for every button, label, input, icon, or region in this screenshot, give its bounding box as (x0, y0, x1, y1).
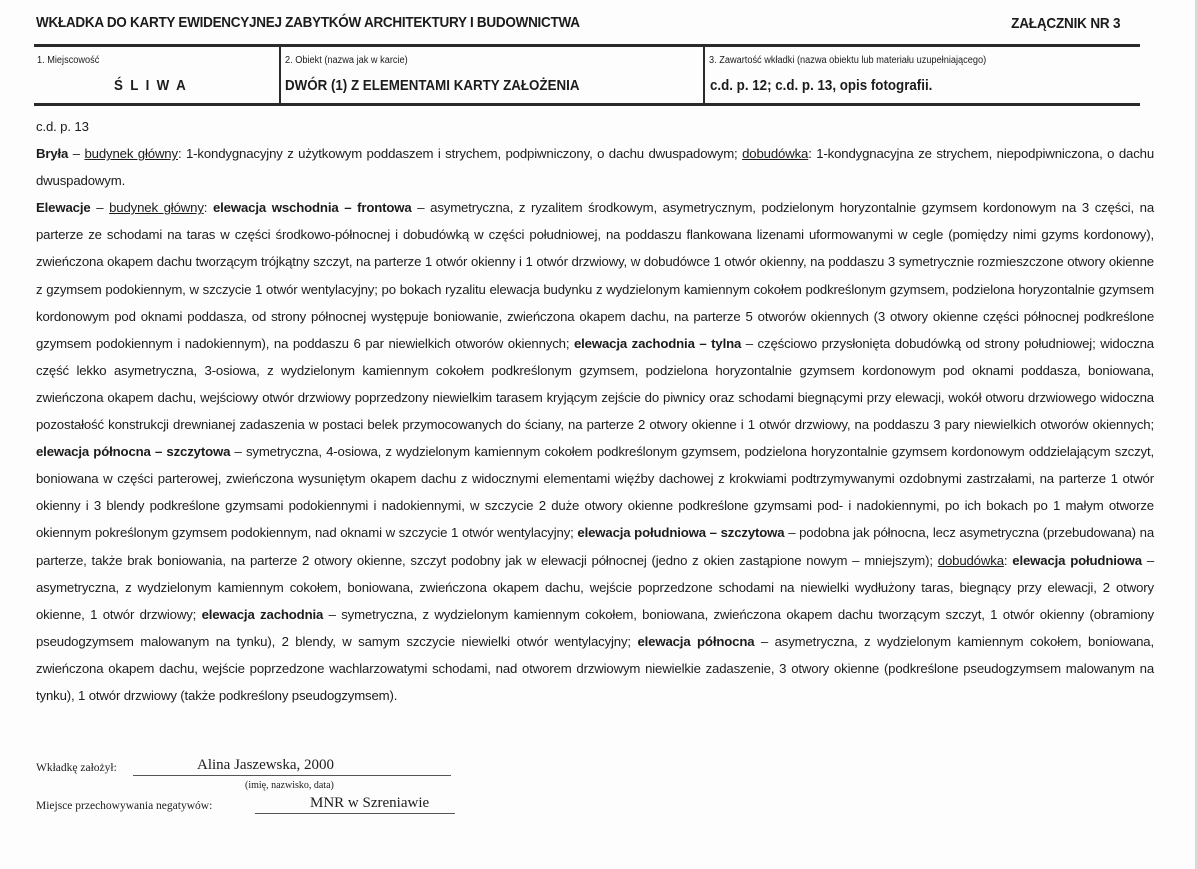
elevations-paragraph (36, 194, 1154, 709)
storage-value: MNR w Szreniawie (310, 795, 430, 811)
text-run: – symetryczna, 4-osiowa, z wydzielonym kamiennym cokołem podkreślonym gzymsem, podzielona horyzontalnie gzymsem kordonowym oddzielającym szczyt, boniowana w części parterowej, zwieńczona wysuniętym okapem dachu z widocznymi elementami więźby dachowej z krokwiami podtrzymywanymi ozdobnymi zastrzałami, na parterze 1 otwór okienny i 3 blendy podkreślone gzymsami podokiennymi i nadokiennymi, w szczycie 2 duże otwory okienne podkreślone gzymsami pod- i nadokiennymi, po ich bokach po 1 małym otworze okiennym pokreślonym gzymsem podokiennym, nad oknami w szczycie 1 otwór wentylacyjny; (36, 444, 1154, 541)
description-body (36, 113, 1154, 709)
author-field-hint: (imię, nazwisko, data) (245, 780, 334, 791)
underlined-term: dobudówka (937, 552, 1004, 568)
bold-term: elewacja wschodnia – frontowa (212, 200, 412, 216)
storage-label: Miejsce przechowywania negatywów: (36, 800, 213, 812)
header-rule-top (34, 44, 1140, 47)
field-divider-2 (703, 47, 705, 103)
text-run: – asymetryczna, z wydzielonym kamiennym cokołem, boniowana, zwieńczona okapem dachu, wejście poprzedzone wachlarzowatymi schodami, nad otworem drzwiowym niewielkie zadaszenie, 3 otwory okienne (podkreślone pseudogzymsem malowanym na tynku), 1 otwór drzwiowy (także podkreślony pseudogzymsem). (36, 633, 1155, 703)
section-reference: c.d. p. 13 (36, 119, 89, 134)
text-run: – (90, 200, 110, 216)
text-run: – asymetryczna, z wydzielonym kamiennym cokołem, boniowana, zwieńczona okapem dachu, wejście poprzedzone schodami na niewielki wydłużony taras, biegnący przy elewacji, 2 otwory okienne, 1 otwór drzwiowy; (36, 552, 1155, 622)
underlined-term: dobudówka (742, 146, 809, 162)
bold-term: Elewacje (36, 200, 91, 216)
document-title: WKŁADKA DO KARTY EWIDENCYJNEJ ZABYTKÓW ARCHITEKTURY I BUDOWNICTWA (36, 14, 580, 31)
bold-term: Bryła (36, 146, 69, 162)
storage-signature-line (255, 813, 455, 814)
bold-term: elewacja zachodnia (201, 606, 324, 622)
author-value: Alina Jaszewska, 2000 (197, 757, 335, 773)
text-run: – symetryczna, z wydzielonym kamiennym cokołem, boniowana, zwieńczona okapem dachu tworzącym szczyt, 1 otwór okienny (obramiony pseudogzymsem malowanym na tynku), 2 blendy, w samym szczycie niewielki otwór wentylacyjny; (36, 606, 1155, 649)
locality-value: Ś L I W A (114, 78, 188, 94)
author-label: Wkładkę założył: (36, 762, 117, 774)
bold-term: elewacja północna (637, 633, 755, 649)
content-label: 3. Zawartość wkładki (nazwa obiektu lub materiału uzupełniającego) (709, 55, 987, 66)
text-run: : 1-kondygnacyjna ze strychem, niepodpiwniczona, o dachu dwuspadowym. (36, 146, 1155, 189)
text-run: – podobna jak północna, lecz asymetryczna (przebudowana) na parterze, także brak boniowania, na parterze 2 otwory okienne, szczyt podobny jak w elewacji północnej (jedno z okien zastąpione nowym – mniejszym); (36, 525, 1155, 568)
object-value: DWÓR (1) Z ELEMENTAMI KARTY ZAŁOŻENIA (285, 78, 580, 94)
underlined-term: budynek główny (109, 200, 204, 216)
bold-term: elewacja północna – szczytowa (36, 444, 231, 460)
content-value: c.d. p. 12; c.d. p. 13, opis fotografii. (710, 78, 933, 94)
object-label: 2. Obiekt (nazwa jak w karcie) (285, 55, 408, 66)
text-run: : (203, 200, 213, 216)
text-run: – asymetryczna, z ryzalitem środkowym, asymetrycznym, podzielonym horyzontalnie gzymsem kordonowym na 3 części, na parterze ze schodami na taras w części środkowo-północnej i dobudówką w części południowej, na poddaszu flankowana lizenami uformowanymi w cegle (pomiędzy nimi gzyms kordonowy), zwieńczona okapem dachu tworzącym trójkątny szczyt, na parterze 1 otwór okienny i 1 otwór drzwiowy, w dobudówce 1 otwór okienny, na poddaszu 3 symetrycznie rozmieszczone otwory okienne z gzymsem podokiennym, w szczycie 1 otwór wentylacyjny; po bokach ryzalitu elewacja budynku z wydzielonym kamiennym cokołem podkreślonym gzymsem, podzielona horyzontalnie gzymsem kordonowym pod oknami poddasza, od strony północnej występuje boniowanie, zwieńczona okapem dachu, na parterze 5 otworów okiennych (3 otwory okienne części północnej podkreślone gzymsem podokiennym i nadokiennym), na poddaszu 6 par niewielkich otworów okiennych; (36, 200, 1155, 351)
text-run: : 1-kondygnacyjny z użytkowym poddaszem i strychem, podpiwniczony, o dachu dwuspadowym; (177, 146, 743, 162)
field-divider-1 (279, 47, 281, 103)
header-rule-bottom (34, 103, 1140, 106)
bold-term: elewacja zachodnia – tylna (573, 335, 742, 351)
text-run: – częściowo przysłonięta dobudówką od strony południowej; widoczna część lekko asymetryczna, 3-osiowa, z wydzielonym kamiennym cokołem podkreślonym gzymsem, podzielona horyzontalnie gzymsem kordonowym pod oknami poddasza, boniowana, zwieńczona okapem dachu, wejściowy otwór drzwiowy poprzedzony niewielkim tarasem kryjącym zejście do piwnicy oraz schodami biegnącymi przy elewacji, wokół otworu drzwiowego widoczna pozostałość konstrukcji drewnianej zadaszenia w postaci belek przymocowanych do ściany, na parterze 2 otwory okienne i 1 otwór drzwiowy, na poddaszu 3 pary niewielkich otworów okiennych; (36, 335, 1154, 433)
annex-number: ZAŁĄCZNIK NR 3 (1010, 15, 1120, 32)
underlined-term: budynek główny (84, 146, 178, 162)
bold-term: elewacja południowa (1012, 552, 1142, 568)
text-run: – (68, 146, 85, 162)
bold-term: elewacja południowa – szczytowa (577, 525, 785, 541)
author-signature-line (133, 775, 451, 776)
text-run: : (1003, 552, 1013, 568)
locality-label: 1. Miejscowość (37, 55, 100, 66)
massing-paragraph (36, 140, 1154, 194)
